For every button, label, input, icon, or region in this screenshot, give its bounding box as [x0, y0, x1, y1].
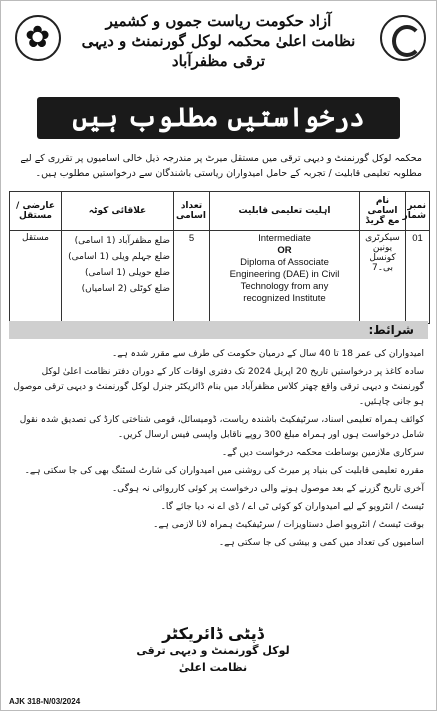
cell-type: مستقل [10, 231, 62, 324]
department-logo-icon [380, 15, 426, 61]
signatory-office: نظامت اعلیٰ [178, 661, 248, 674]
qualification-line: Intermediate [258, 233, 311, 244]
conditions-title: شرائط: [368, 323, 414, 337]
department-title: نظامت اعلیٰ محکمہ لوکل گورنمنٹ و دیہی ترقی مظفرآباد [81, 32, 356, 70]
area-item: ضلع حویلی (1 اسامی) [84, 268, 170, 278]
header [9, 9, 428, 79]
vacancy-table [9, 191, 430, 324]
qualification-line: recognized Institute [243, 293, 326, 304]
condition-item: سرکاری ملازمین بوساطت محکمہ درخواست دیں گے۔ [221, 448, 424, 458]
condition-item: بوقت ٹیسٹ / انٹرویو اصل دستاویزات / سرٹیفکیٹ ہمراہ لانا لازمی ہے۔ [153, 520, 424, 530]
condition-item: مقررہ تعلیمی قابلیت کی بنیاد پر میرٹ کی روشنی میں امیدواران کی شارٹ لسٹنگ بھی کی جا سکتی ہے۔ [24, 466, 424, 476]
cell-serial: 01 [406, 231, 430, 324]
condition-item: کوائف ہمراہ تعلیمی اسناد، سرٹیفکیٹ باشندہ ریاست، ڈومیسائل، قومی شناختی کارڈ کی تصدیق شدہ نقول شامل درخواست ہوں اور ہمراہ مبلغ 300 روپے ناقابل واپسی فیس ارسال کریں۔ [19, 415, 424, 440]
signatory-department: لوکل گورنمنٹ و دیہی ترقی [136, 644, 290, 657]
header-qualification: اہلیت تعلیمی قابلیت [210, 192, 360, 231]
cell-post: سیکرٹری یونین کونسل بی۔7 [360, 231, 406, 324]
header-post: نام اسامی مع گریڈ [360, 192, 406, 231]
area-item: ضلع جہلم ویلی (1 اسامی) [68, 252, 170, 262]
header-type: عارضی / مستقل [10, 192, 62, 231]
banner [37, 97, 400, 139]
cell-count: 5 [174, 231, 210, 324]
qualification-line: Technology from any [240, 281, 329, 292]
government-title: آزاد حکومت ریاست جموں و کشمیر [105, 12, 332, 30]
reference-number: AJK 318-N/03/2024 [9, 697, 81, 706]
qualification-line: Engineering (DAE) in Civil [229, 269, 340, 280]
header-area: علاقائی کوٹہ [62, 192, 174, 231]
condition-item: امیدواران کی عمر 18 تا 40 سال کے درمیان حکومت کی طرف سے مقرر شدہ ہے۔ [111, 349, 424, 359]
banner-text: درخواستیں مطلوب ہیں [72, 103, 365, 133]
condition-item: سادہ کاغذ پر درخواستیں تاریخ 20 اپریل 2024 تک دفتری اوقات کار کے دوران دفتر نظامت اعلیٰ لوکل گورنمنٹ و دیہی ترقی واقع چھتر کلاس مظفرآباد میں بنام ڈائریکٹر جنرل لوکل گورنمنٹ و دیہی ترقی موصول ہو جانی چاہئیں۔ [13, 367, 424, 407]
condition-item: آخری تاریخ گزرنے کے بعد موصول ہونے والی درخواست پر کوئی کارروائی نہ ہوگی۔ [112, 484, 424, 494]
area-item: ضلع مظفرآباد (1 اسامی) [74, 236, 170, 246]
qualification-line: Diploma of Associate [240, 257, 329, 268]
cell-area [62, 231, 174, 324]
table-row [10, 231, 430, 324]
signatory-title: ڈپٹی ڈائریکٹر [162, 624, 264, 643]
header-serial: نمبر شمار [406, 192, 430, 231]
condition-item: اسامیوں کی تعداد میں کمی و بیشی کی جا سکتی ہے۔ [218, 538, 424, 548]
qualification-line: OR [277, 245, 292, 256]
table-header-row [10, 192, 430, 231]
header-count: تعداد اسامی [174, 192, 210, 231]
state-emblem-icon [15, 15, 61, 61]
cell-qualification [210, 231, 360, 324]
signature-block [113, 625, 313, 676]
area-item: ضلع کوٹلی (2 اسامیاں) [81, 284, 170, 294]
intro-paragraph: محکمہ لوکل گورنمنٹ و دیہی ترقی میں مستقل میرٹ پر مندرجہ ذیل خالی اسامیوں پر تقرری کے لیے مطلوبہ تعلیمی قابلیت / تجربہ کے حامل امیدواران ریاستی باشندگان سے درخواستیں مطلوب ہیں۔ [20, 153, 422, 179]
condition-item: ٹیسٹ / انٹرویو کے لیے امیدواران کو کوئی ٹی اے / ڈی اے نہ دیا جائے گا۔ [160, 502, 424, 512]
conditions-list [13, 347, 424, 554]
header-titles [69, 11, 368, 71]
conditions-bar [9, 321, 428, 339]
